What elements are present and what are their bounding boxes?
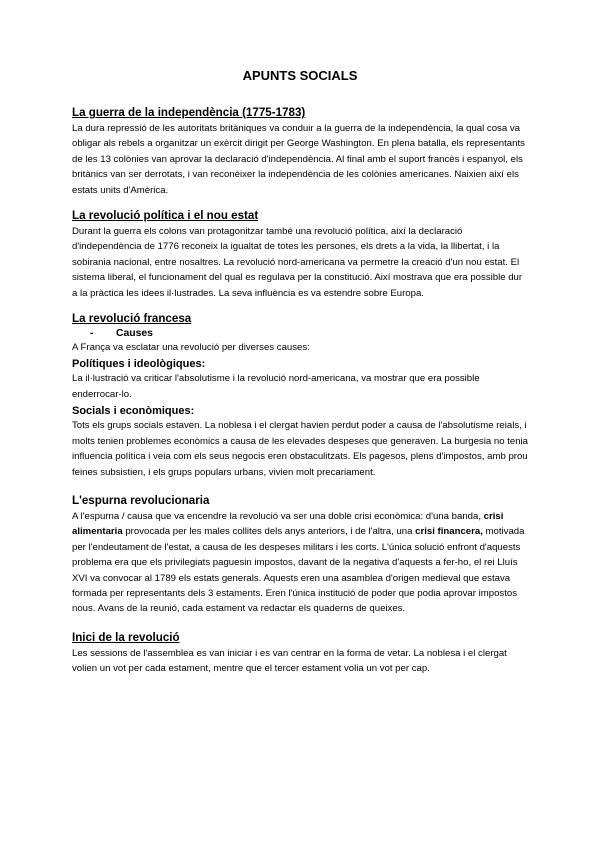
section-independence-war: [72, 106, 528, 198]
section-heading: La revolució francesa: [72, 312, 192, 326]
text-run: motivada per l'endeutament de l'estat, a causa de les despeses militars i les corts. L'única solució enfront d'aquests problema era que els privilegiats paguesin impostos, davant de la negativa d'aquests a fer-ho, el rei Lluís XVI va convocar al 1789 els estats generals. Aquests eren una asamblea d'origen medieval que estava formada per representants dels 3 estaments. Eren l'única institució de poder que podia aprovar impostos nous. Avans de la reunió, cada estament va redactar els quaderns de queixes.: [72, 526, 525, 615]
section-heading: La revolució política i el nou estat: [72, 209, 259, 223]
bullet-label: Causes: [116, 328, 153, 340]
section-revolution-start: [72, 631, 528, 677]
section-political-revolution: [72, 209, 528, 301]
section-spark: [72, 494, 528, 617]
section-body: [72, 509, 528, 617]
subsection-body: La il·lustració va criticar l'absolutisme i la revolució nord-americana, va mostrar que era possible enderrocar-lo.: [72, 373, 480, 400]
section-heading: Inici de la revolució: [72, 630, 180, 644]
section-body: Les sessions de l'assemblea es van iniciar i es van centrar en la forma de vetar. La noblesa i el clergat volien un vot per cada estament, mentre que el tercer estament volia un vot per cap.: [72, 647, 507, 675]
text-run: provocada per les males collites dels anys anteriors, i de l'altra, una: [122, 526, 416, 538]
section-body: La dura repressió de les autoritats britàniques va conduir a la guerra de la independència, la qual cosa va obligar als rebels a organitzar un exèrcit dirigit per George Washington. En plena batalla, els representants de les 13 colònies van aprovar la declaració d'independència. Al final amb el suport francès i espanyol, els britànics van ser derrotats, i van reconèixer la independència de les colònies americanes. Naixien així els estats units d'Amèrica.: [72, 123, 525, 196]
section-french-revolution: [72, 312, 528, 480]
subheading-social: Socials i econòmiques:: [72, 405, 195, 418]
bold-term: crisi alimentaria: [72, 510, 504, 538]
subsection-body: Tots els grups socials estaven. La noblesa i el clergat havien perdut poder a causa de l'absolutisme reials, i molts tenien problemes econòmics a causa de les elevades despeses que generaven. La burgesia no tenia influencia política i veia com els seus negocis eren obstaculitzats. Els pagesos, plens d'impostos, amb prou feines subsistien, i els grups populars urbans, vivien molt precariament.: [72, 420, 528, 478]
bullet-dash: -: [90, 328, 94, 340]
bold-term: crisi financera,: [415, 526, 483, 538]
section-body: Durant la guerra els colons van protagonitzar també una revolució política, així la declaració d'independència de 1776 reconeix la igualtat de totes les persones, els drets a la vida, la llibertat, i la sobirania nacional, entre nosaltres. La revolució nord-americana va permetre la creació d'un nou estat. El sistema liberal, el funcionament del qual es regulava per la constitució. Així mostrava que era possible dur a la pràctica les idees il·lustrades. La seva influència es va estendre sobre Europa.: [72, 226, 523, 299]
section-intro: A França va esclatar una revolució per diverses causes:: [72, 342, 310, 354]
page-title: APUNTS SOCIALS: [242, 68, 358, 83]
section-heading: La guerra de la independència (1775-1783): [72, 106, 306, 119]
text-run: A l'espurna / causa que va encendre la revolució va ser una doble crisi econòmica: d'una banda,: [72, 510, 484, 522]
section-heading: L'espurna revolucionaria: [72, 493, 210, 507]
bullet-causes: [90, 327, 528, 340]
subheading-political: Polítiques i ideològiques:: [72, 358, 206, 371]
document-page: [72, 68, 528, 688]
